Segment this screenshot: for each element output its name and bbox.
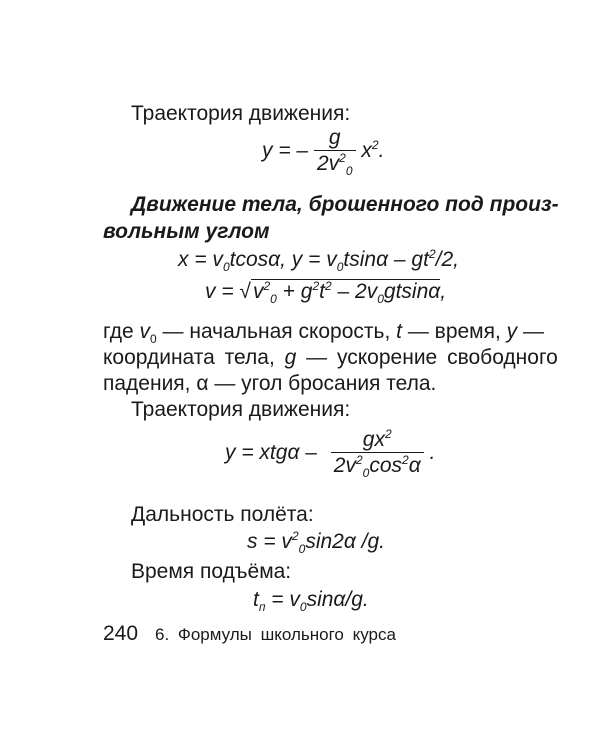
trajectory-formula-2: y = xtgα – $\frac{gx^2}{2v^2_0\cos^2\alpha}$ . <box>225 427 436 481</box>
paragraph-line1: где $v_0$ — начальная скорость, t — время, y — <box>103 320 545 347</box>
trajectory-label-2: Траектория движения: <box>131 398 351 421</box>
equation-v: $v = √v^2_0 + g^2t^2 - 2v_0gtsin\alpha$, <box>205 279 447 307</box>
range-formula: $s = v^2_0\sin 2\alpha$ /g. <box>247 529 385 557</box>
page-number: 240 <box>103 622 139 645</box>
sqrt-radicand: $v^2_0 + g^2t^2 - 2v_0gtsin\alpha$ <box>252 279 441 307</box>
range-label: Дальность полёта: <box>131 503 314 526</box>
fraction: $\frac{gx^2}{2v^2_0\cos^2\alpha}$ <box>331 428 424 479</box>
rise-time-formula: $t_п = v_0\sin\alpha/g$. <box>253 588 369 615</box>
paragraph-line2: координата тела, g — ускорение свободного <box>103 346 558 369</box>
section-heading-line1: Движение тела, брошенного под произ- <box>131 193 559 216</box>
trajectory-label-1: Траектория движения: <box>131 102 351 125</box>
section-heading-line2: вольным углом <box>103 220 270 243</box>
equation-xy: $x = v_0tcos\alpha$, $y = v_0tsin\alpha - gt^2/2$, <box>178 247 459 275</box>
rise-time-label: Время подъёма: <box>131 560 292 583</box>
chapter-title: 6. Формулы школьного курса <box>155 625 396 644</box>
fraction: $\frac{g}{2v^2_0}$ <box>314 126 356 177</box>
trajectory-formula-1: y = – $\frac{g}{2v^2_0}$ $x^2$. <box>262 126 385 179</box>
paragraph-line3: падения, α — угол бросания тела. <box>103 372 437 395</box>
